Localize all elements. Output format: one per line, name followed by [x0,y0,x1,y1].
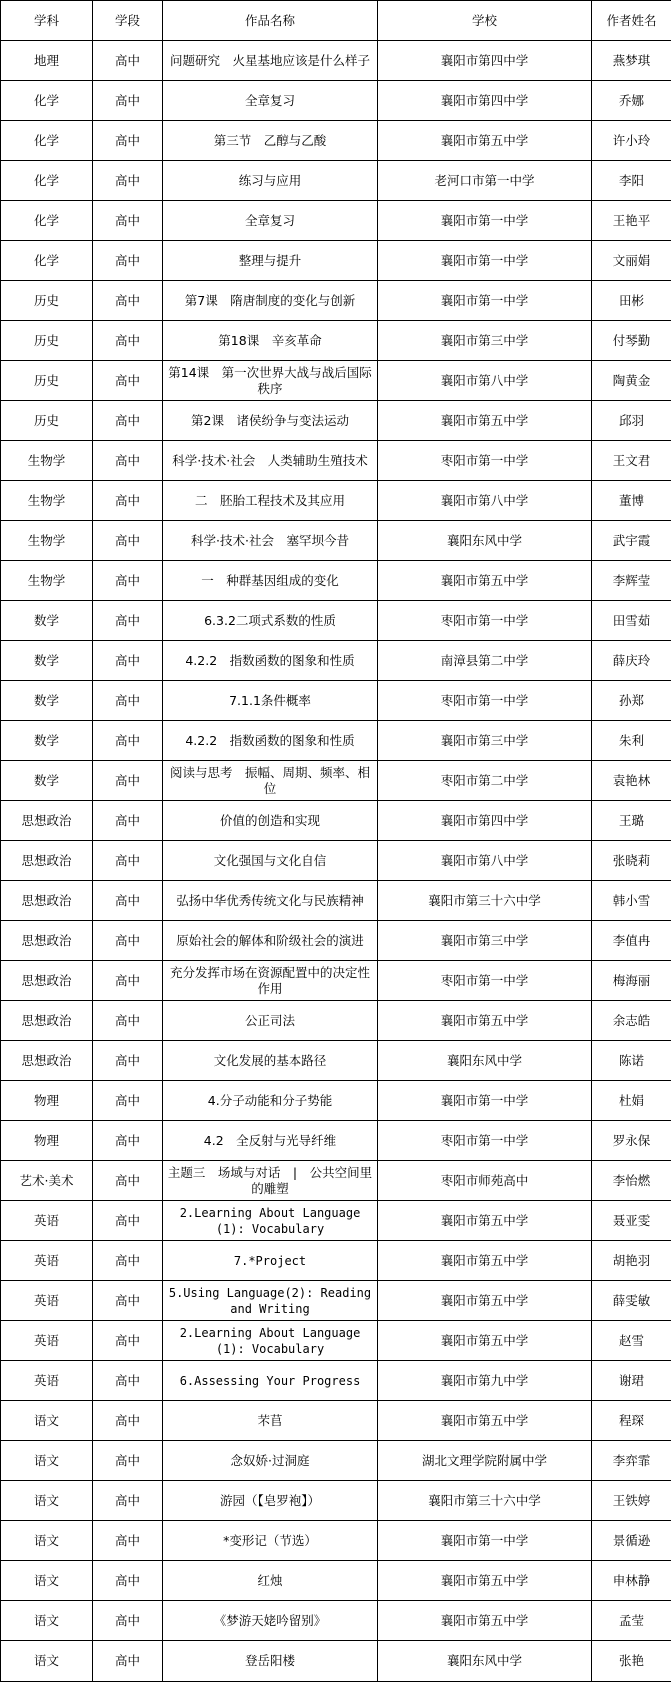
table-row [1,321,671,361]
table-row [1,761,671,801]
cell-author: 燕梦琪 [592,41,671,81]
cell-work-title: 第三节 乙醇与乙酸 [163,121,378,161]
cell-subject: 生物学 [1,521,93,561]
table-row [1,1641,671,1682]
table-row [1,1041,671,1081]
table-row [1,1121,671,1161]
cell-school: 襄阳市第五中学 [378,561,592,601]
cell-work-title: 7.1.1条件概率 [163,681,378,721]
cell-work-title: 2.Learning About Language (1): Vocabulary [163,1321,378,1361]
cell-work-title: 主题三 场域与对话 | 公共空间里的雕塑 [163,1161,378,1201]
header-author: 作者姓名 [592,1,671,41]
cell-level: 高中 [93,1361,163,1401]
cell-school: 襄阳市第一中学 [378,241,592,281]
table-row [1,1281,671,1321]
table-row [1,1561,671,1601]
cell-work-title: 科学·技术·社会 塞罕坝今昔 [163,521,378,561]
cell-work-title: 芣苢 [163,1401,378,1441]
cell-level: 高中 [93,961,163,1001]
cell-level: 高中 [93,441,163,481]
cell-level: 高中 [93,1201,163,1241]
cell-school: 襄阳市第五中学 [378,1241,592,1281]
cell-author: 田彬 [592,281,671,321]
cell-work-title: 科学·技术·社会 人类辅助生殖技术 [163,441,378,481]
cell-work-title: 2.Learning About Language (1): Vocabulary [163,1201,378,1241]
cell-subject: 艺术·美术 [1,1161,93,1201]
table-row [1,481,671,521]
cell-work-title: 6.3.2二项式系数的性质 [163,601,378,641]
cell-subject: 英语 [1,1361,93,1401]
cell-level: 高中 [93,361,163,401]
cell-school: 老河口市第一中学 [378,161,592,201]
cell-work-title: 公正司法 [163,1001,378,1041]
header-row [1,1,671,41]
cell-school: 枣阳市第二中学 [378,761,592,801]
cell-level: 高中 [93,1401,163,1441]
cell-author: 聂亚雯 [592,1201,671,1241]
table-row [1,1361,671,1401]
cell-subject: 化学 [1,81,93,121]
cell-work-title: 文化发展的基本路径 [163,1041,378,1081]
cell-level: 高中 [93,1481,163,1521]
header-level: 学段 [93,1,163,41]
table-row [1,1081,671,1121]
cell-level: 高中 [93,841,163,881]
cell-school: 襄阳市第三中学 [378,321,592,361]
cell-level: 高中 [93,1561,163,1601]
cell-level: 高中 [93,1641,163,1682]
table-row [1,801,671,841]
cell-author: 文丽娟 [592,241,671,281]
cell-level: 高中 [93,1601,163,1641]
cell-level: 高中 [93,1241,163,1281]
table-row [1,1481,671,1521]
table-row [1,1521,671,1561]
cell-level: 高中 [93,761,163,801]
cell-school: 襄阳市第八中学 [378,361,592,401]
cell-level: 高中 [93,1321,163,1361]
cell-author: 谢珺 [592,1361,671,1401]
cell-work-title: 问题研究 火星基地应该是什么样子 [163,41,378,81]
table-row [1,1241,671,1281]
cell-author: 王铁婷 [592,1481,671,1521]
cell-subject: 思想政治 [1,921,93,961]
cell-work-title: 红烛 [163,1561,378,1601]
cell-school: 襄阳东风中学 [378,1641,592,1682]
table-row [1,81,671,121]
cell-author: 董博 [592,481,671,521]
table-row [1,1321,671,1361]
cell-subject: 历史 [1,321,93,361]
table-row [1,681,671,721]
cell-subject: 地理 [1,41,93,81]
cell-level: 高中 [93,561,163,601]
cell-school: 襄阳市第五中学 [378,1561,592,1601]
cell-author: 付琴勤 [592,321,671,361]
cell-school: 襄阳市第五中学 [378,401,592,441]
cell-school: 襄阳市第九中学 [378,1361,592,1401]
cell-school: 枣阳市第一中学 [378,681,592,721]
cell-level: 高中 [93,1521,163,1561]
header-school: 学校 [378,1,592,41]
cell-subject: 思想政治 [1,1041,93,1081]
cell-level: 高中 [93,801,163,841]
table-row [1,961,671,1001]
cell-subject: 数学 [1,641,93,681]
cell-subject: 数学 [1,601,93,641]
cell-subject: 思想政治 [1,881,93,921]
cell-subject: 英语 [1,1241,93,1281]
cell-subject: 语文 [1,1401,93,1441]
table-row [1,1201,671,1241]
cell-work-title: *变形记（节选） [163,1521,378,1561]
cell-author: 胡艳羽 [592,1241,671,1281]
cell-author: 赵雪 [592,1321,671,1361]
cell-subject: 思想政治 [1,961,93,1001]
cell-level: 高中 [93,1081,163,1121]
cell-author: 邱羽 [592,401,671,441]
cell-level: 高中 [93,521,163,561]
cell-work-title: 全章复习 [163,81,378,121]
cell-subject: 语文 [1,1481,93,1521]
cell-author: 李辉莹 [592,561,671,601]
cell-author: 罗永保 [592,1121,671,1161]
cell-author: 韩小雪 [592,881,671,921]
cell-school: 襄阳市第四中学 [378,801,592,841]
cell-author: 陈诺 [592,1041,671,1081]
cell-author: 许小玲 [592,121,671,161]
table-row [1,1441,671,1481]
cell-school: 襄阳市第三中学 [378,721,592,761]
cell-subject: 化学 [1,161,93,201]
cell-author: 田雪茹 [592,601,671,641]
table-row [1,121,671,161]
table-row [1,1161,671,1201]
cell-work-title: 原始社会的解体和阶级社会的演进 [163,921,378,961]
cell-work-title: 4.2.2 指数函数的图象和性质 [163,721,378,761]
cell-school: 襄阳市第五中学 [378,121,592,161]
table-row [1,441,671,481]
cell-school: 襄阳市第五中学 [378,1281,592,1321]
cell-school: 枣阳市第一中学 [378,961,592,1001]
cell-school: 南漳县第二中学 [378,641,592,681]
cell-subject: 化学 [1,201,93,241]
cell-author: 李值冉 [592,921,671,961]
table-row [1,721,671,761]
cell-author: 薛庆玲 [592,641,671,681]
cell-author: 王艳平 [592,201,671,241]
cell-work-title: 5.Using Language(2): Reading and Writing [163,1281,378,1321]
cell-level: 高中 [93,161,163,201]
cell-author: 王文君 [592,441,671,481]
cell-school: 襄阳市第四中学 [378,41,592,81]
cell-school: 襄阳市第五中学 [378,1401,592,1441]
cell-school: 襄阳市第五中学 [378,1001,592,1041]
cell-level: 高中 [93,481,163,521]
cell-author: 程琛 [592,1401,671,1441]
cell-level: 高中 [93,121,163,161]
cell-subject: 数学 [1,761,93,801]
cell-subject: 思想政治 [1,1001,93,1041]
cell-author: 申林静 [592,1561,671,1601]
cell-level: 高中 [93,601,163,641]
cell-work-title: 7.*Project [163,1241,378,1281]
cell-work-title: 游园（【皂罗袍】） [163,1481,378,1521]
cell-subject: 语文 [1,1441,93,1481]
cell-work-title: 6.Assessing Your Progress [163,1361,378,1401]
cell-subject: 历史 [1,281,93,321]
cell-school: 襄阳市第四中学 [378,81,592,121]
cell-school: 枣阳市第一中学 [378,601,592,641]
cell-level: 高中 [93,401,163,441]
cell-school: 枣阳市师苑高中 [378,1161,592,1201]
cell-work-title: 4.2 全反射与光导纤维 [163,1121,378,1161]
cell-school: 襄阳市第三十六中学 [378,1481,592,1521]
table-row [1,881,671,921]
table-row [1,521,671,561]
cell-work-title: 文化强国与文化自信 [163,841,378,881]
cell-subject: 生物学 [1,481,93,521]
cell-work-title: 4.2.2 指数函数的图象和性质 [163,641,378,681]
cell-level: 高中 [93,41,163,81]
table-row [1,241,671,281]
cell-subject: 物理 [1,1081,93,1121]
cell-author: 景循逊 [592,1521,671,1561]
cell-work-title: 充分发挥市场在资源配置中的决定性作用 [163,961,378,1001]
cell-school: 枣阳市第一中学 [378,441,592,481]
cell-work-title: 第2课 诸侯纷争与变法运动 [163,401,378,441]
header-subject: 学科 [1,1,93,41]
cell-author: 薛雯敏 [592,1281,671,1321]
cell-level: 高中 [93,1441,163,1481]
cell-level: 高中 [93,241,163,281]
cell-author: 王璐 [592,801,671,841]
cell-author: 张晓莉 [592,841,671,881]
cell-work-title: 登岳阳楼 [163,1641,378,1682]
cell-author: 朱利 [592,721,671,761]
cell-level: 高中 [93,681,163,721]
cell-level: 高中 [93,321,163,361]
table-row [1,41,671,81]
cell-level: 高中 [93,1041,163,1081]
cell-work-title: 4.分子动能和分子势能 [163,1081,378,1121]
cell-author: 乔娜 [592,81,671,121]
cell-work-title: 二 胚胎工程技术及其应用 [163,481,378,521]
cell-level: 高中 [93,1281,163,1321]
cell-work-title: 整理与提升 [163,241,378,281]
table-row [1,1001,671,1041]
cell-author: 孟莹 [592,1601,671,1641]
cell-level: 高中 [93,921,163,961]
cell-school: 枣阳市第一中学 [378,1121,592,1161]
cell-author: 张艳 [592,1641,671,1682]
cell-level: 高中 [93,281,163,321]
cell-subject: 语文 [1,1601,93,1641]
cell-school: 襄阳市第一中学 [378,281,592,321]
cell-school: 湖北文理学院附属中学 [378,1441,592,1481]
table-row [1,281,671,321]
cell-subject: 语文 [1,1561,93,1601]
cell-author: 李阳 [592,161,671,201]
cell-work-title: 一 种群基因组成的变化 [163,561,378,601]
cell-work-title: 全章复习 [163,201,378,241]
cell-work-title: 第18课 辛亥革命 [163,321,378,361]
cell-subject: 化学 [1,121,93,161]
cell-level: 高中 [93,201,163,241]
header-work-title: 作品名称 [163,1,378,41]
cell-author: 梅海丽 [592,961,671,1001]
cell-subject: 数学 [1,681,93,721]
cell-level: 高中 [93,81,163,121]
cell-level: 高中 [93,1001,163,1041]
cell-author: 陶黄金 [592,361,671,401]
cell-author: 武宇霞 [592,521,671,561]
cell-subject: 数学 [1,721,93,761]
cell-subject: 英语 [1,1321,93,1361]
table-row [1,1401,671,1441]
cell-school: 襄阳市第八中学 [378,481,592,521]
table-row [1,641,671,681]
cell-school: 襄阳市第五中学 [378,1201,592,1241]
cell-subject: 思想政治 [1,801,93,841]
cell-subject: 英语 [1,1201,93,1241]
cell-work-title: 价值的创造和实现 [163,801,378,841]
table-row [1,401,671,441]
cell-work-title: 《梦游天姥吟留别》 [163,1601,378,1641]
cell-subject: 物理 [1,1121,93,1161]
table-row [1,601,671,641]
cell-school: 襄阳东风中学 [378,521,592,561]
cell-subject: 历史 [1,401,93,441]
cell-work-title: 第7课 隋唐制度的变化与创新 [163,281,378,321]
cell-subject: 语文 [1,1641,93,1682]
table-row [1,1601,671,1641]
cell-level: 高中 [93,721,163,761]
table-row [1,561,671,601]
cell-subject: 生物学 [1,561,93,601]
table-row [1,161,671,201]
cell-school: 襄阳市第一中学 [378,1081,592,1121]
cell-work-title: 第14课 第一次世界大战与战后国际秩序 [163,361,378,401]
cell-school: 襄阳市第一中学 [378,1521,592,1561]
cell-subject: 英语 [1,1281,93,1321]
cell-subject: 生物学 [1,441,93,481]
cell-work-title: 弘扬中华优秀传统文化与民族精神 [163,881,378,921]
table-row [1,201,671,241]
cell-work-title: 练习与应用 [163,161,378,201]
cell-school: 襄阳市第五中学 [378,1601,592,1641]
cell-school: 襄阳东风中学 [378,1041,592,1081]
cell-level: 高中 [93,881,163,921]
cell-work-title: 念奴娇·过洞庭 [163,1441,378,1481]
table-row [1,361,671,401]
cell-school: 襄阳市第三中学 [378,921,592,961]
cell-level: 高中 [93,641,163,681]
cell-level: 高中 [93,1121,163,1161]
cell-work-title: 阅读与思考 振幅、周期、频率、相位 [163,761,378,801]
cell-level: 高中 [93,1161,163,1201]
cell-subject: 语文 [1,1521,93,1561]
cell-author: 李怡燃 [592,1161,671,1201]
cell-author: 袁艳林 [592,761,671,801]
cell-author: 杜娟 [592,1081,671,1121]
cell-author: 孙郑 [592,681,671,721]
cell-subject: 历史 [1,361,93,401]
table-row [1,921,671,961]
cell-author: 余志皓 [592,1001,671,1041]
cell-author: 李弈霏 [592,1441,671,1481]
cell-subject: 化学 [1,241,93,281]
cell-subject: 思想政治 [1,841,93,881]
table-row [1,841,671,881]
cell-school: 襄阳市第一中学 [378,201,592,241]
cell-school: 襄阳市第三十六中学 [378,881,592,921]
cell-school: 襄阳市第八中学 [378,841,592,881]
cell-school: 襄阳市第五中学 [378,1321,592,1361]
